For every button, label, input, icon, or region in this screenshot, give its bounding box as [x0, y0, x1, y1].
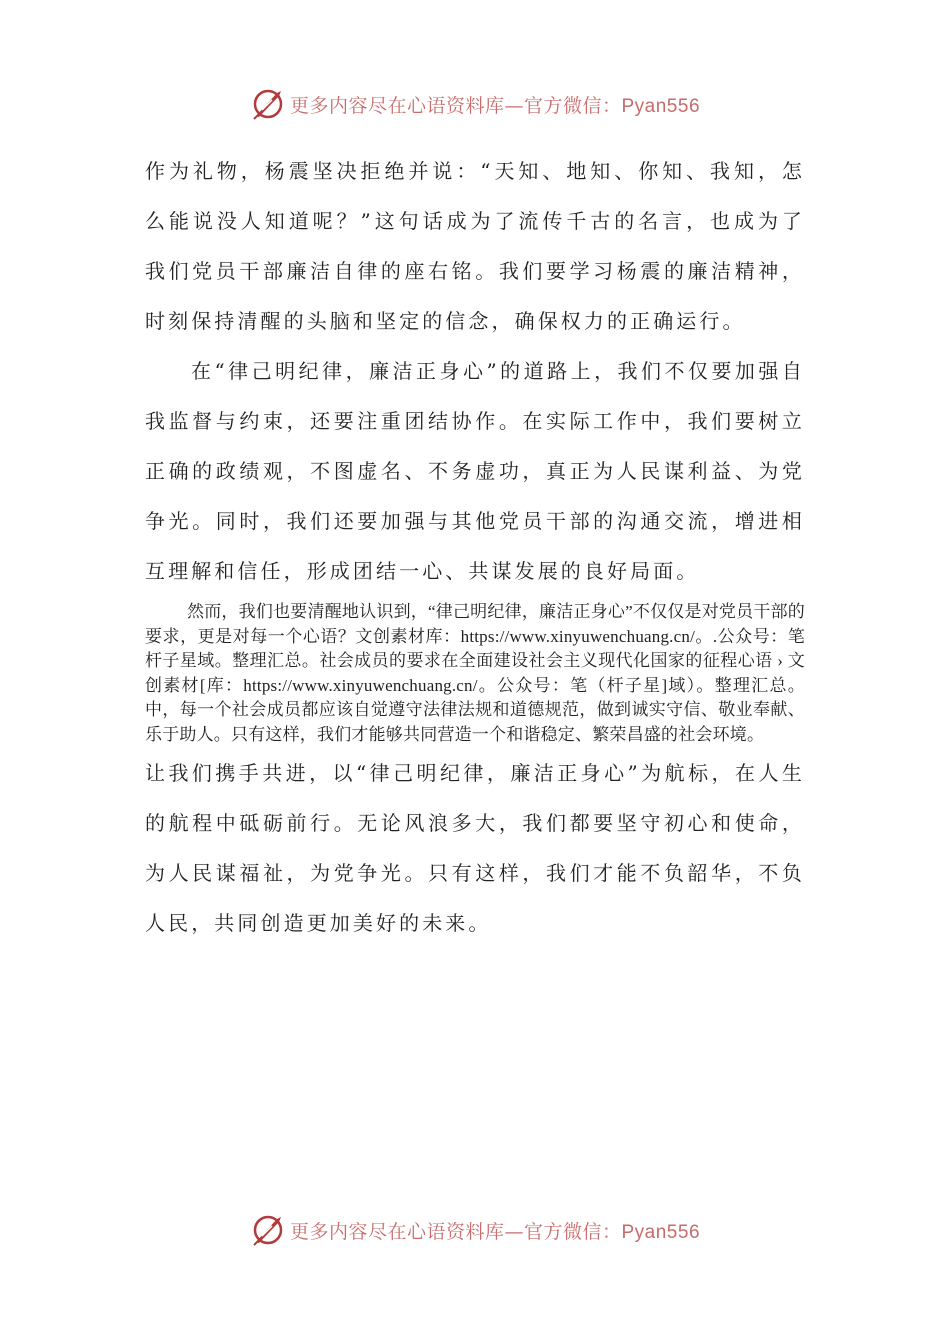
- paragraph-2: 在“律己明纪律，廉洁正身心”的道路上，我们不仅要加强自我监督与约束，还要注重团结协作。在实际工作中，我们要树立正确的政绩观，不图虚名、不务虚功，真正为人民谋利益、为党争光。同时，我们还要加强与其他党员干部的沟通交流，增进相互理解和信任，形成团结一心、共谋发展的良好局面。: [145, 359, 805, 583]
- header-banner-cn: 更多内容尽在心语资料库—官方微信：: [289, 94, 622, 117]
- header-banner-wechat-id: Pyan556: [621, 95, 701, 117]
- quill-pen-logo-icon: [250, 86, 286, 122]
- paragraph-1: 作为礼物，杨震坚决拒绝并说：“天知、地知、你知、我知，怎么能说没人知道呢？”这句话成为了流传千古的名言，也成为了我们党员干部廉洁自律的座右铭。我们要学习杨震的廉洁精神，时刻保持清醒的头脑和坚定的信念，确保权力的正确运行。: [145, 159, 805, 333]
- paragraph-4: 让我们携手共进，以“律己明纪律，廉洁正身心”为航标，在人生的航程中砥砺前行。无论风浪多大，我们都要坚守初心和使命，为人民谋福祉，为党争光。只有这样，我们才能不负韶华，不负人民，共同创造更加美好的未来。: [145, 760, 805, 935]
- document-body: [145, 146, 805, 948]
- header-banner: [0, 84, 950, 124]
- header-banner-text: [290, 91, 700, 118]
- quill-pen-logo-icon: [250, 1212, 286, 1248]
- footer-banner-text: [290, 1217, 700, 1244]
- paragraph-3: 然而，我们也要清醒地认识到，“律己明纪律，廉洁正身心”不仅仅是对党员干部的要求，更是对每一个心语？文创素材库：https://www.xinyuwenchuang.cn/。.公众号：笔杆子星域。整理汇总。社会成员的要求在全面建设社会主义现代化国家的征程心语 › 文创素材[库：https://www.xinyuwenchuang.cn/。公众号：笔（杆子星]域）。整理汇总。中，每一个社会成员都应该自觉遵守法律法规和道德规范，做到诚实守信、敬业奉献、乐于助人。只有这样，我们才能够共同营造一个和谐稳定、繁荣昌盛的社会环境。: [145, 602, 805, 744]
- footer-banner-cn: 更多内容尽在心语资料库—官方微信：: [289, 1220, 622, 1243]
- footer-banner-wechat-id: Pyan556: [621, 1221, 701, 1243]
- footer-banner: [0, 1210, 950, 1250]
